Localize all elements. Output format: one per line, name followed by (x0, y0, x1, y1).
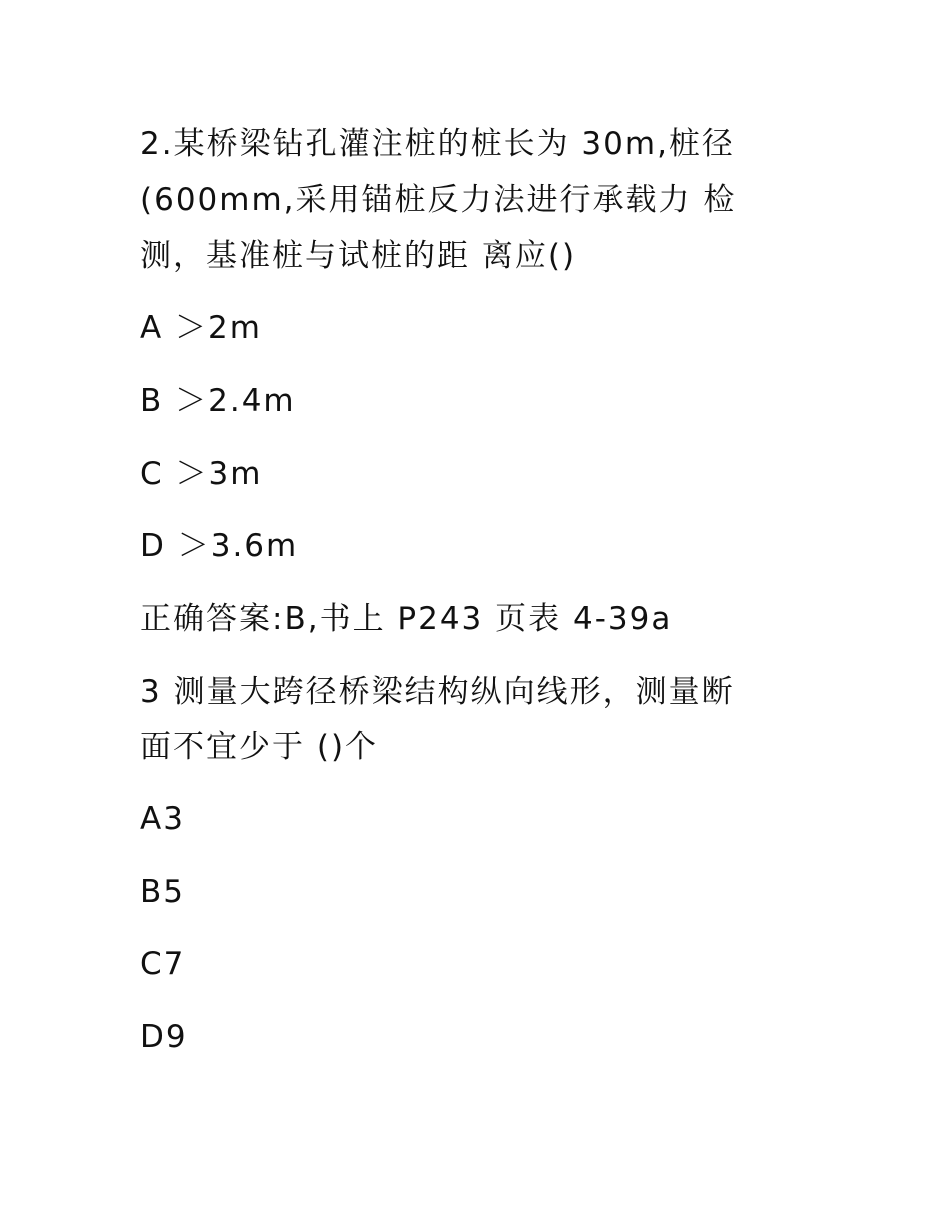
question-2-option-a: A ＞2m (140, 310, 262, 346)
question-2-stem-line-2: (600mm,采用锚桩反力法进行承载力 检 (140, 182, 737, 218)
question-3-option-d: D9 (140, 1019, 188, 1055)
question-2-stem-line-3: 测，基准桩与试桩的距 离应() (140, 238, 577, 274)
question-2-option-d: D ＞3.6m (140, 528, 299, 564)
question-3-option-c: C7 (140, 946, 186, 982)
question-3-stem-line-2: 面不宜少于 ()个 (140, 729, 379, 765)
question-3-option-a: A3 (140, 801, 185, 837)
question-2-stem-line-1: 2.某桥梁钻孔灌注桩的桩长为 30m,桩径 (140, 126, 735, 162)
question-2-option-c: C ＞3m (140, 456, 263, 492)
question-2-option-b: B ＞2.4m (140, 383, 296, 419)
question-3-stem-line-1: 3 测量大跨径桥梁结构纵向线形，测量断 (140, 674, 735, 710)
question-3-option-b: B5 (140, 874, 185, 910)
question-2-answer: 正确答案:B,书上 P243 页表 4-39a (140, 601, 673, 637)
